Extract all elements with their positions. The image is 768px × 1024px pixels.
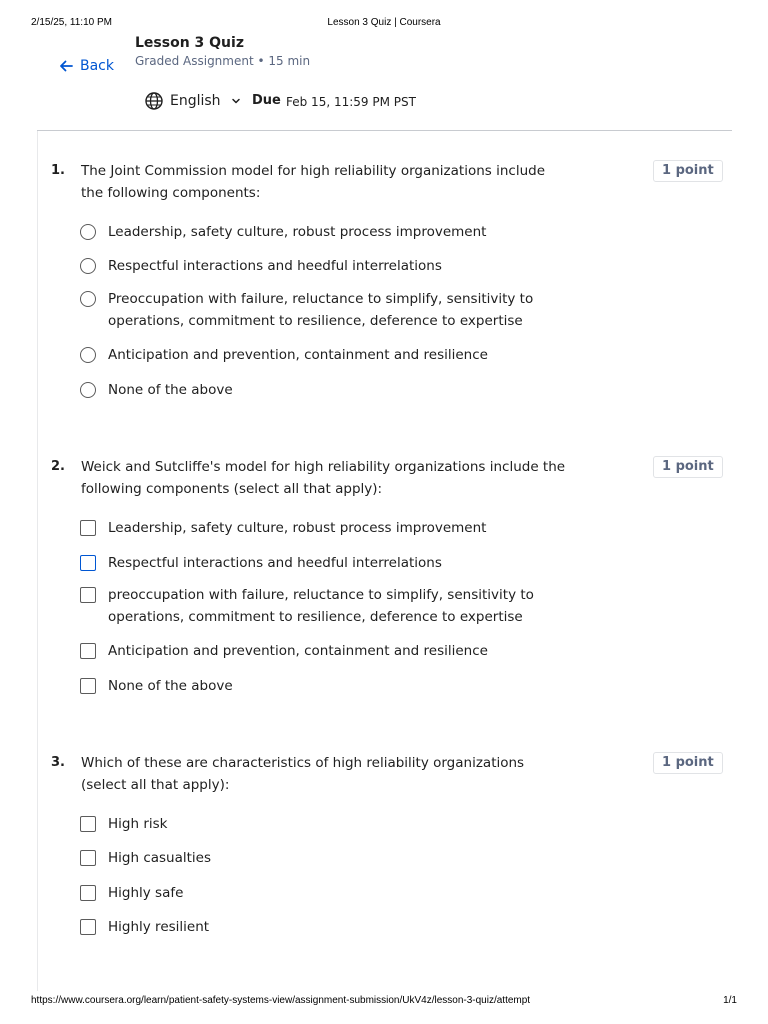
answer-option[interactable] bbox=[80, 517, 548, 539]
option-label: Anticipation and prevention, containment and resilience bbox=[108, 643, 488, 659]
answer-option[interactable] bbox=[80, 882, 548, 904]
question-text: Which of these are characteristics of high reliability organizations (select all that apply): bbox=[81, 755, 525, 793]
option-label: Highly resilient bbox=[108, 919, 210, 935]
globe-icon bbox=[144, 91, 164, 111]
option-label: Highly safe bbox=[108, 885, 184, 901]
arrow-left-icon bbox=[58, 58, 74, 74]
checkbox[interactable] bbox=[80, 587, 96, 603]
option-label: High risk bbox=[108, 816, 168, 832]
print-datetime: 2/15/25, 11:10 PM bbox=[31, 17, 112, 28]
header-divider bbox=[37, 130, 732, 131]
content-left-border bbox=[37, 131, 38, 991]
print-footer bbox=[0, 995, 768, 1009]
option-label: High casualties bbox=[108, 850, 212, 866]
answer-option[interactable] bbox=[80, 255, 548, 277]
radio-button[interactable] bbox=[80, 347, 96, 363]
option-label: Leadership, safety culture, robust process improvement bbox=[108, 520, 487, 536]
question-number: 1. bbox=[51, 163, 65, 178]
checkbox[interactable] bbox=[80, 520, 96, 536]
radio-button[interactable] bbox=[80, 258, 96, 274]
back-label: Back bbox=[80, 58, 114, 74]
checkbox[interactable] bbox=[80, 919, 96, 935]
points-badge: 1 point bbox=[653, 160, 723, 182]
checkbox[interactable] bbox=[80, 555, 96, 571]
option-label: None of the above bbox=[108, 382, 233, 398]
back-button[interactable] bbox=[58, 58, 114, 74]
answer-option[interactable] bbox=[80, 344, 548, 366]
print-page-count: 1/1 bbox=[723, 995, 737, 1006]
language-label: English bbox=[170, 93, 221, 109]
answer-option[interactable] bbox=[80, 640, 548, 662]
answer-option[interactable] bbox=[80, 847, 548, 869]
question-text: The Joint Commission model for high reliability organizations include the following components: bbox=[81, 163, 546, 201]
language-selector[interactable] bbox=[144, 91, 241, 111]
checkbox[interactable] bbox=[80, 678, 96, 694]
checkbox[interactable] bbox=[80, 643, 96, 659]
option-label: Respectful interactions and heedful interrelations bbox=[108, 258, 442, 274]
due-label: Due bbox=[252, 93, 281, 108]
option-label: Anticipation and prevention, containment and resilience bbox=[108, 347, 488, 363]
question-text: Weick and Sutcliffe's model for high reliability organizations include the following components (select all that apply): bbox=[81, 459, 566, 497]
question-number: 2. bbox=[51, 459, 65, 474]
radio-button[interactable] bbox=[80, 224, 96, 240]
answer-option[interactable] bbox=[80, 813, 548, 835]
assignment-meta: Graded Assignment • 15 min bbox=[135, 54, 311, 68]
points-badge: 1 point bbox=[653, 456, 723, 478]
page-title: Lesson 3 Quiz bbox=[135, 35, 244, 51]
print-header bbox=[0, 17, 768, 31]
answer-option[interactable] bbox=[80, 916, 548, 938]
option-label: Respectful interactions and heedful interrelations bbox=[108, 555, 442, 571]
option-label: Leadership, safety culture, robust process improvement bbox=[108, 224, 487, 240]
due-date: Feb 15, 11:59 PM PST bbox=[286, 95, 416, 109]
option-label: preoccupation with failure, reluctance to simplify, sensitivity to operations, commitment to resilience, deference to expertise bbox=[108, 587, 534, 625]
checkbox[interactable] bbox=[80, 885, 96, 901]
answer-option[interactable] bbox=[80, 379, 548, 401]
question-number: 3. bbox=[51, 755, 65, 770]
answer-option[interactable] bbox=[80, 288, 548, 332]
answer-option[interactable] bbox=[80, 552, 548, 574]
answer-option[interactable] bbox=[80, 584, 548, 628]
checkbox[interactable] bbox=[80, 816, 96, 832]
checkbox[interactable] bbox=[80, 850, 96, 866]
points-badge: 1 point bbox=[653, 752, 723, 774]
radio-button[interactable] bbox=[80, 382, 96, 398]
option-label: Preoccupation with failure, reluctance to simplify, sensitivity to operations, commitment to resilience, deference to expertise bbox=[108, 291, 534, 329]
print-page-title: Lesson 3 Quiz | Coursera bbox=[327, 17, 441, 28]
print-url: https://www.coursera.org/learn/patient-safety-systems-view/assignment-submission/UkV4z/lesson-3-quiz/attempt bbox=[31, 995, 531, 1006]
answer-option[interactable] bbox=[80, 221, 548, 243]
option-label: None of the above bbox=[108, 678, 233, 694]
radio-button[interactable] bbox=[80, 291, 96, 307]
chevron-down-icon bbox=[231, 96, 241, 106]
answer-option[interactable] bbox=[80, 675, 548, 697]
